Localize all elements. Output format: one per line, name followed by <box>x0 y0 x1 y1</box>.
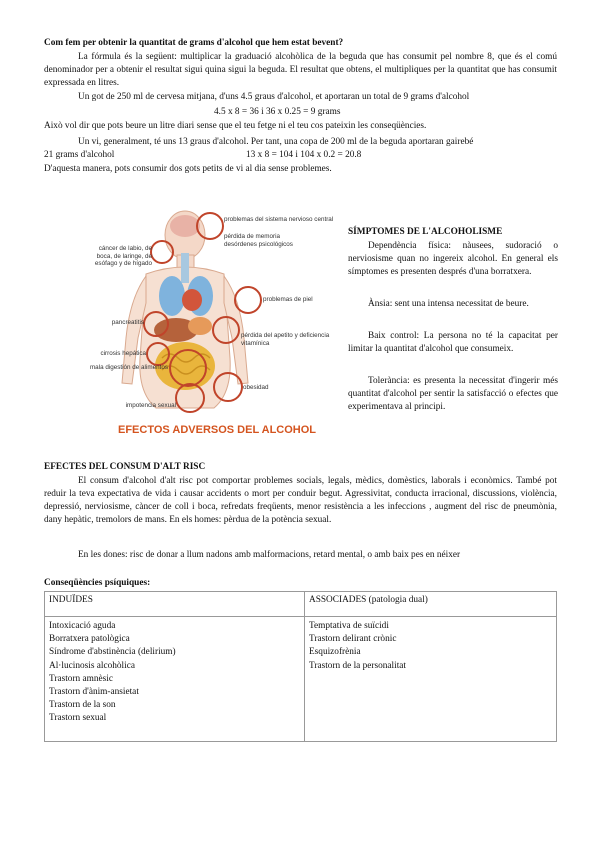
list-item: Esquizofrènia <box>309 647 361 658</box>
label-appetite: pérdida del apetito y deficiencia vitamínica <box>241 332 330 347</box>
callout-circle-skin <box>235 287 261 313</box>
label-cirrhosis: cirrosis hepática <box>100 350 146 357</box>
symptom-dependence-term: Dependència física: <box>368 241 451 251</box>
symptom-tolerance <box>348 375 558 414</box>
label-digestion: mala digestión de alimentos <box>89 364 168 371</box>
consequences-title: Conseqüències psíquiques: <box>44 578 151 588</box>
consequences-table <box>44 591 557 742</box>
formula-paragraph: La fórmula és la següent: multiplicar la graduació alcohòlica de la beguda que has consumit pel nombre 8, que és el comú denominador per a obtenir el resultat sigui quina sigui la beguda. El resultat que obtens, el multipliques per la quantitat que has consumit expressada en litres. <box>44 52 557 88</box>
table-row <box>45 617 557 742</box>
list-item: Borratxera patològica <box>49 634 130 645</box>
wine-conclusion: D'aquesta manera, pots consumir dos gots petits de vi al dia sense problemes. <box>44 164 332 174</box>
wine-example: Un vi, generalment, té uns 13 graus d'alcohol. Per tant, una copa de 200 ml de la beguda aportaran gairebé <box>78 137 474 147</box>
effects-title: EFECTES DEL CONSUM D'ALT RISC <box>44 462 206 472</box>
associated-list <box>305 617 557 742</box>
list-item: Trastorn d'ànim-ansietat <box>49 687 139 698</box>
label-pancreatitis: pancreatitis <box>111 319 144 326</box>
beer-equation: 4.5 x 8 = 36 i 36 x 0.25 = 9 grams <box>214 107 341 117</box>
left-lung-icon <box>159 276 185 316</box>
symptoms-title: SÍMPTOMES DE L'ALCOHOLISME <box>348 227 503 237</box>
effects-women: En les dones: risc de donar a llum nadons amb malformacions, retard mental, o amb baix pes en néixer <box>78 550 461 560</box>
symptom-low-control-text: La persona no té la capacitat per limitar la quantitat d'alcohol que consumeix. <box>348 331 558 354</box>
beer-conclusion: Això vol dir que pots beure un litre diari sense que el teu fetge ni el teu cos pateixin les conseqüències. <box>44 121 427 131</box>
list-item: Síndrome d'abstinència (delirium) <box>49 647 176 658</box>
list-item: Trastorn delirant crònic <box>309 634 397 645</box>
label-memory: pérdida de memoria <box>224 233 281 240</box>
list-item: Temptativa de suïcidi <box>309 621 389 631</box>
heart-icon <box>182 289 202 311</box>
list-item: Trastorn de la personalitat <box>309 660 406 671</box>
table-header-row <box>45 592 557 617</box>
label-cancer: cáncer de labio, de boca, de laringe, de esófago y de hígado <box>94 245 152 268</box>
alcohol-effects-figure <box>86 208 348 438</box>
symptom-craving <box>348 298 558 311</box>
callout-circle-mouth <box>151 241 173 263</box>
throat-icon <box>181 253 189 283</box>
label-obesity: obesidad <box>243 384 269 391</box>
symptom-craving-text: sent una intensa necessitat de beure. <box>394 299 529 309</box>
label-nervous-system: problemas del sistema nervioso central <box>224 216 334 223</box>
label-skin: problemas de piel <box>263 296 313 303</box>
symptom-dependence-text: nàusees, sudoració o nerviosisme quan no ingereix alcohol. En general els símptomes es presenten després d'una borratxera. <box>348 241 558 277</box>
wine-equation: 13 x 8 = 104 i 104 x 0.2 = 20.8 <box>246 150 362 160</box>
symptom-tolerance-term: Tolerància: <box>368 376 410 386</box>
wine-grams: 21 grams d'alcohol <box>44 150 115 160</box>
formula-title: Com fem per obtenir la quantitat de grams d'alcohol que hem estat bevent? <box>44 38 344 48</box>
list-item: Trastorn amnèsic <box>49 673 113 684</box>
figure-caption: EFECTOS ADVERSOS DEL ALCOHOL <box>117 424 317 436</box>
list-item: Trastorn de la son <box>49 700 116 711</box>
symptom-tolerance-text: es presenta la necessitat d'ingerir més quantitat d'alcohol per sentir la satisfacció o efectes que experimentava al principi. <box>348 376 558 412</box>
header-induced: INDUÏDES <box>45 592 305 617</box>
stomach-icon <box>188 317 212 335</box>
symptom-low-control <box>348 330 558 356</box>
label-impotence: impotencia sexual <box>125 402 176 409</box>
beer-example: Un got de 250 ml de cervesa mitjana, d'uns 4.5 graus d'alcohol, et aportaran un total de 9 grams d'alcohol <box>78 92 470 102</box>
list-item: Intoxicació aguda <box>49 621 116 631</box>
list-item: Al·lucinosis alcohòlica <box>49 660 135 671</box>
symptom-low-control-term: Baix control: <box>368 331 420 341</box>
header-associated-note: (patologia dual) <box>368 595 428 605</box>
symptom-craving-term: Ànsia: <box>368 299 393 309</box>
induced-list <box>45 617 305 742</box>
label-psychological: desórdenes psicológicos <box>224 241 293 248</box>
header-associated: ASSOCIADES (patologia dual) <box>305 592 557 617</box>
list-item: Trastorn sexual <box>49 713 107 724</box>
symptom-dependence <box>348 240 558 279</box>
brain-icon <box>170 215 200 237</box>
effects-paragraph: El consum d'alcohol d'alt risc pot comportar problemes socials, legals, mèdics, domèstics, laborals i econòmics. També pot reduir la teva expectativa de vida i causar accidents o mort per conduir begut. Agressivitat, conducta irracional, discussions, violència, depressió, nerviosisme, càncer de coll i boca, refredats freqüents, menor resistència a les infeccions , augment del risc de pneumònia, dany hepàtic, tremolors de mans. En els homes: pèrdua de la potència sexual. <box>44 476 557 525</box>
